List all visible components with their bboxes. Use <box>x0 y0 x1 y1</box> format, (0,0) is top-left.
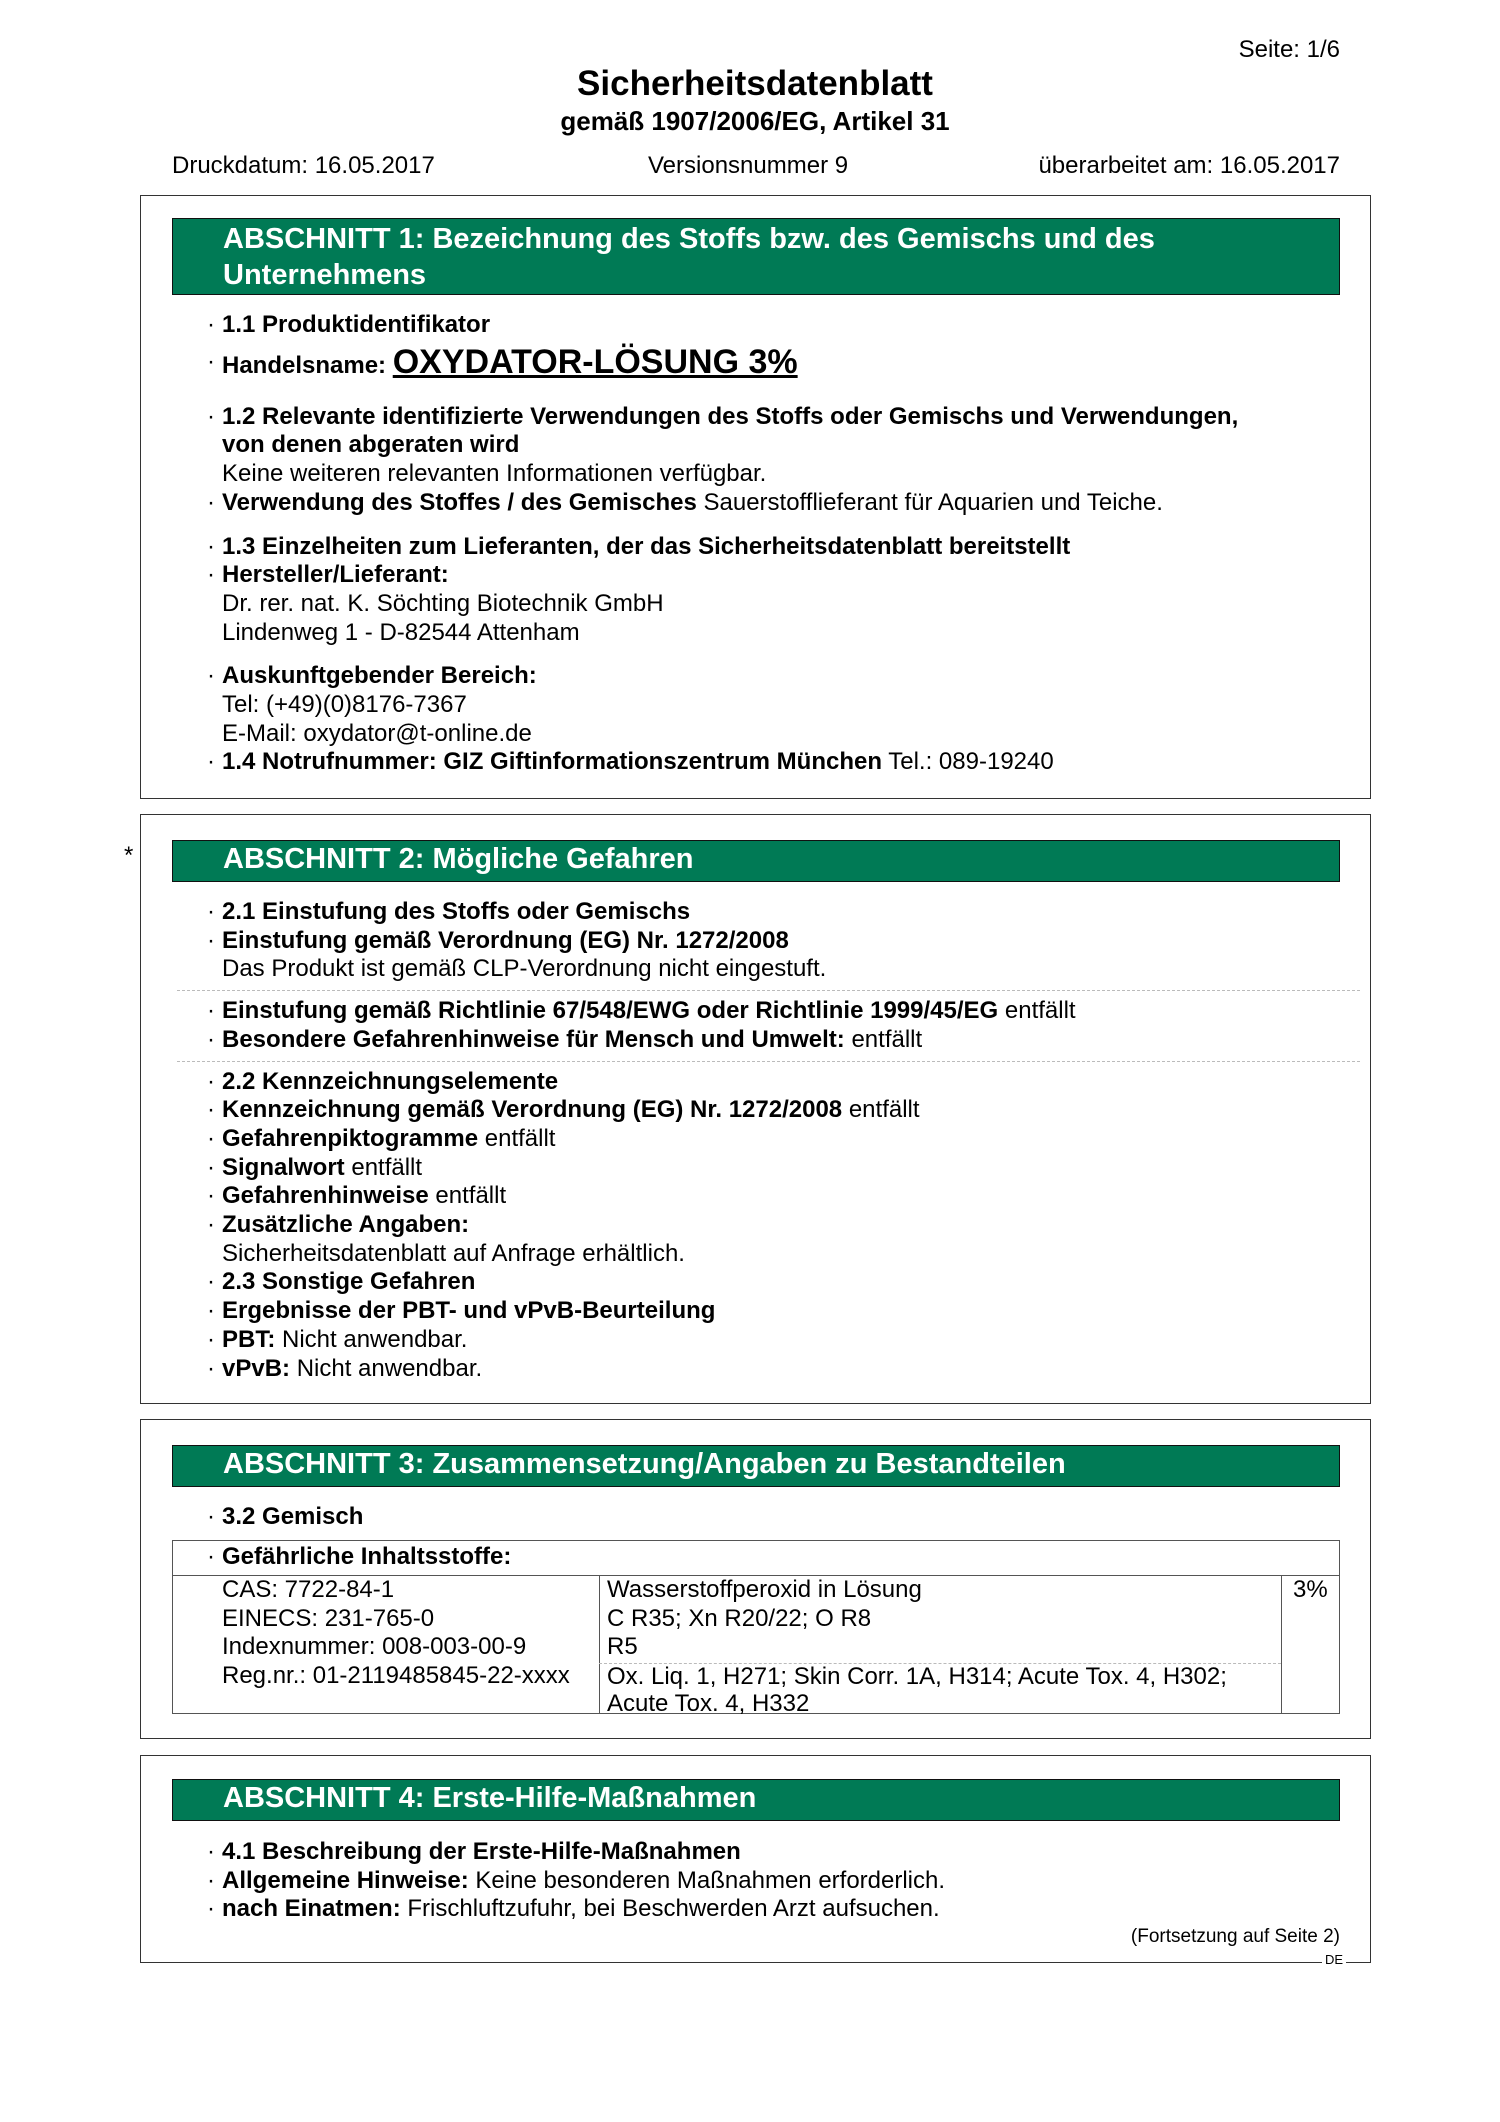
section-1-header <box>172 218 1340 295</box>
manufacturer-label: Hersteller/Lieferant: <box>222 561 449 589</box>
manufacturer-name: Dr. rer. nat. K. Söchting Biotechnik GmbH <box>222 589 664 617</box>
hazard-notes-value: entfällt <box>851 1025 923 1053</box>
additional-info-text: Sicherheitsdatenblatt auf Anfrage erhältlich. <box>222 1239 685 1267</box>
section-1-content: · 1.1 Produktidentifikator · Handelsname: OXYDATOR-LÖSUNG 3% · 1.2 Relevante identifizierte Verwendungen des Stoffs oder Gemischs und Verwendungen, von denen abgeraten wird Keine weiteren relevanten Informationen verfügbar. · Verwendung des Stoffes / des Gemisches Sauerstofflieferant für Aquarien und Teiche. · 1.3 Einzelheiten zum Lieferanten, der das Sicherheitsdatenblatt bereitstellt · Hersteller/Lieferant: Dr. rer. nat. K. Söchting Biotechnik GmbH Lindenweg 1 - D-82544 Attenham · Auskunftgebender Bereich: Tel: (+49)(0)8176-7367 E-Mail: oxydator@t-online.de · 1.4 Notrufnummer: GIZ Giftinformationszentrum München Tel.: 089-19240 <box>207 311 1340 777</box>
pbt-label: PBT: <box>222 1325 276 1353</box>
version-number: Versionsnummer 9 <box>648 152 849 179</box>
signal-word-value: entfällt <box>351 1153 423 1181</box>
directive-value: entfällt <box>1004 997 1076 1025</box>
continued-note: (Fortsetzung auf Seite 2) <box>1130 1926 1340 1947</box>
page-number: Seite: 1/6 <box>1238 36 1340 63</box>
ingredient-details <box>607 1576 922 1662</box>
r-phrases: C R35; Xn R20/22; O R8 <box>607 1604 872 1632</box>
trade-name-label: Handelsname: <box>222 351 387 379</box>
vpvb-label: vPvB: <box>222 1354 291 1382</box>
ingredient-name: Wasserstoffperoxid in Lösung <box>607 1576 922 1603</box>
clp-text: Das Produkt ist gemäß CLP-Verordnung nicht eingestuft. <box>222 955 827 983</box>
section-2-header: ABSCHNITT 2: Mögliche Gefahren <box>172 840 1340 882</box>
pictograms-label: Gefahrenpiktogramme <box>222 1124 479 1152</box>
pictograms-value: entfällt <box>484 1124 556 1152</box>
emergency-label: 1.4 Notrufnummer: GIZ Giftinformationszentrum München <box>222 748 883 776</box>
change-marker: * <box>124 842 134 869</box>
use-value: Sauerstofflieferant für Aquarien und Teiche. <box>703 488 1163 516</box>
first-aid-heading: 4.1 Beschreibung der Erste-Hilfe-Maßnahmen <box>222 1838 741 1865</box>
section-4-content: · 4.1 Beschreibung der Erste-Hilfe-Maßnahmen · Allgemeine Hinweise: Keine besonderen Maßnahmen erforderlich. · nach Einatmen: Frischluftzufuhr, bei Beschwerden Arzt aufsuchen. <box>207 1838 946 1923</box>
ingredients-table-title: Gefährliche Inhaltsstoffe: <box>222 1543 512 1570</box>
mixture-heading: 3.2 Gemisch <box>222 1503 364 1530</box>
ingredient-percentage: 3% <box>1293 1576 1328 1603</box>
label-elements-heading: 2.2 Kennzeichnungselemente <box>222 1067 559 1095</box>
supplier-heading: 1.3 Einzelheiten zum Lieferanten, der das Sicherheitsdatenblatt bereitstellt <box>222 532 1071 560</box>
clp-heading: Einstufung gemäß Verordnung (EG) Nr. 1272/2008 <box>222 926 789 954</box>
other-hazards-heading: 2.3 Sonstige Gefahren <box>222 1268 476 1296</box>
section-1 <box>140 195 1371 799</box>
divider <box>177 1061 1360 1062</box>
manufacturer-address: Lindenweg 1 - D-82544 Attenham <box>222 618 580 646</box>
uses-text: Keine weiteren relevanten Informationen verfügbar. <box>222 460 767 488</box>
section-2 <box>140 814 1371 1404</box>
einecs-number: EINECS: 231-765-0 <box>222 1604 435 1632</box>
uses-heading: 1.2 Relevante identifizierte Verwendungen des Stoffs oder Gemischs und Verwendungen, <box>222 402 1239 430</box>
hazard-statements-label: Gefahrenhinweise <box>222 1182 429 1210</box>
trade-name: OXYDATOR-LÖSUNG 3% <box>392 342 798 381</box>
h-phrases-line1: Ox. Liq. 1, H271; Skin Corr. 1A, H314; Acute Tox. 4, H302; <box>607 1663 1227 1690</box>
section-4-header: ABSCHNITT 4: Erste-Hilfe-Maßnahmen <box>172 1779 1340 1821</box>
h-phrases-line2: Acute Tox. 4, H332 <box>607 1690 810 1717</box>
email: E-Mail: oxydator@t-online.de <box>222 719 532 747</box>
language-code: DE <box>1322 1952 1346 1967</box>
registration-number: Reg.nr.: 01-2119485845-22-xxxx <box>222 1661 570 1689</box>
section-2-content: · 2.1 Einstufung des Stoffs oder Gemischs · Einstufung gemäß Verordnung (EG) Nr. 1272/2008 Das Produkt ist gemäß CLP-Verordnung nicht eingestuft. · Einstufung gemäß Richtlinie 67/548/EWG oder Richtlinie 1999/45/EG entfällt · Besondere Gefahrenhinweise für Mensch und Umwelt: entfällt · 2.2 Kennzeichnungselemente · Kennzeichnung gemäß Verordnung (EG) Nr. 1272/2008 entfällt · Gefahrenpiktogramme entfällt · Signalwort entfällt · Gefahrenhinweise entfällt · Zusätzliche Angaben: Sicherheitsdatenblatt auf Anfrage erhältlich. · 2.3 Sonstige Gefahren · Ergebnisse der PBT- und vPvB-Beurteilung · PBT: Nicht anwendbar. · vPvB: Nicht anwendbar. <box>207 898 1340 1383</box>
r-phrases-2: R5 <box>607 1633 638 1660</box>
use-label: Verwendung des Stoffes / des Gemisches <box>222 488 697 516</box>
emergency-phone: Tel.: 089-19240 <box>888 748 1054 776</box>
general-label: Allgemeine Hinweise: <box>222 1866 469 1894</box>
phone: Tel: (+49)(0)8176-7367 <box>222 691 467 719</box>
general-value: Keine besonderen Maßnahmen erforderlich. <box>475 1866 946 1894</box>
cas-number: CAS: 7722-84-1 <box>222 1576 395 1603</box>
pbt-heading: Ergebnisse der PBT- und vPvB-Beurteilung <box>222 1297 716 1325</box>
classification-heading: 2.1 Einstufung des Stoffs oder Gemischs <box>222 898 691 925</box>
section-3-content: · 3.2 Gemisch <box>207 1503 364 1530</box>
vpvb-value: Nicht anwendbar. <box>296 1354 483 1382</box>
section-1-title-line2: Unternehmens <box>223 259 427 291</box>
hazard-statements-value: entfällt <box>435 1182 507 1210</box>
hazard-notes-label: Besondere Gefahrenhinweise für Mensch und Umwelt: <box>222 1025 845 1053</box>
ingredients-table: · Gefährliche Inhaltsstoffe: CAS: 7722-84-1 EINECS: 231-765-0 Indexnummer: 008-003-00-9 Reg.nr.: 01-2119485845-22-xxxx Wasserstoffperoxid in Lösung C R35; Xn R20/22; O R8 R5 Ox. Liq. 1, H271; Skin Corr. 1A, H314; Acute Tox. 4, H302; Acute Tox. 4, H332 3% <box>172 1540 1340 1714</box>
uses-heading-cont: von denen abgeraten wird <box>222 431 520 459</box>
document-title: Sicherheitsdatenblatt <box>577 64 933 103</box>
revision-date: überarbeitet am: 16.05.2017 <box>1038 152 1340 179</box>
print-date: Druckdatum: 16.05.2017 <box>172 152 435 179</box>
index-number: Indexnummer: 008-003-00-9 <box>222 1633 527 1660</box>
h-phrases <box>607 1663 1227 1717</box>
product-identifier-heading: 1.1 Produktidentifikator <box>222 311 491 338</box>
section-3-header: ABSCHNITT 3: Zusammensetzung/Angaben zu Bestandteilen <box>172 1445 1340 1487</box>
inhalation-label: nach Einatmen: <box>222 1895 401 1923</box>
document-subtitle: gemäß 1907/2006/EG, Artikel 31 <box>560 106 950 136</box>
labelling-label: Kennzeichnung gemäß Verordnung (EG) Nr. 1272/2008 <box>222 1096 843 1124</box>
section-3 <box>140 1419 1371 1739</box>
signal-word-label: Signalwort <box>222 1153 345 1181</box>
section-4 <box>140 1755 1371 1967</box>
divider <box>177 990 1360 991</box>
labelling-value: entfällt <box>848 1096 920 1124</box>
additional-info-label: Zusätzliche Angaben: <box>222 1211 470 1239</box>
section-1-title-line1: ABSCHNITT 1: Bezeichnung des Stoffs bzw. des Gemischs und des <box>223 223 1155 255</box>
ingredient-ids <box>222 1576 570 1690</box>
inhalation-value: Frischluftzufuhr, bei Beschwerden Arzt aufsuchen. <box>407 1895 940 1923</box>
info-label: Auskunftgebender Bereich: <box>222 662 537 690</box>
pbt-value: Nicht anwendbar. <box>282 1325 468 1353</box>
directive-label: Einstufung gemäß Richtlinie 67/548/EWG oder Richtlinie 1999/45/EG <box>222 997 999 1025</box>
